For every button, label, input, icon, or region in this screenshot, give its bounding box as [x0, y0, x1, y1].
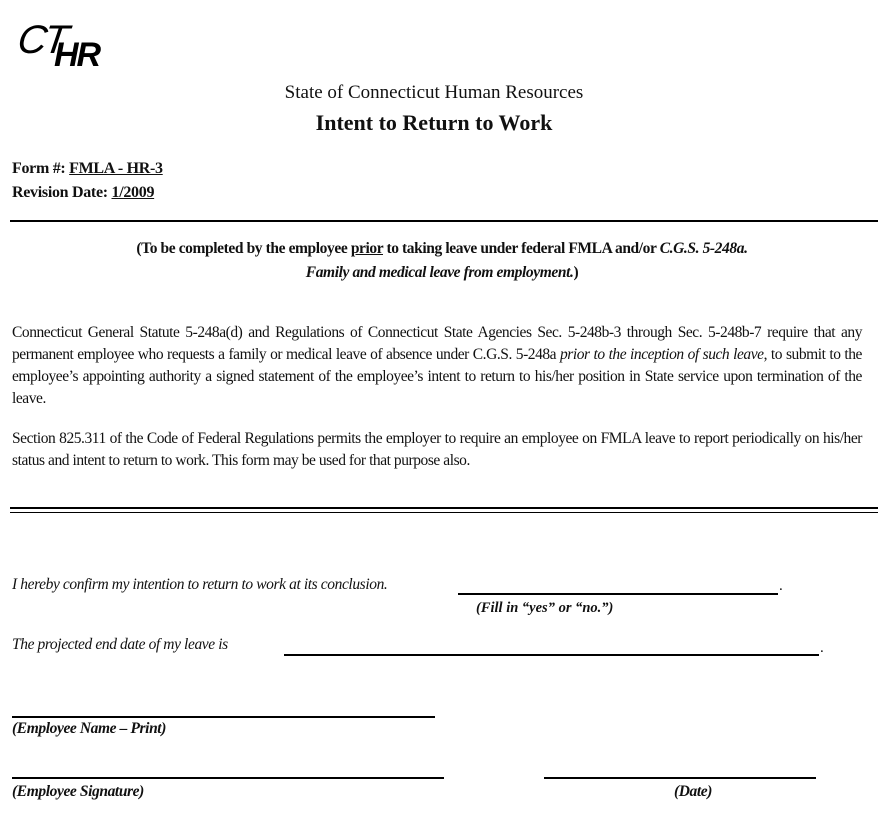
double-divider-bottom: [10, 512, 878, 513]
cfr-paragraph: Section 825.311 of the Code of Federal Regulations permits the employer to require an employee on FMLA leave to report periodically on his/her status and intent to return to work. This form may be used for that purpose also.: [12, 430, 862, 469]
employee-name-label: [12, 720, 166, 738]
employee-name-input-line[interactable]: [12, 716, 435, 718]
form-number: [12, 160, 163, 178]
employee-signature-input-line[interactable]: [12, 777, 444, 779]
revision-date-value: 1/2009: [111, 184, 155, 201]
intro-line-2-text: Family and medical leave from employment.: [305, 264, 574, 281]
intro-line-1: [0, 240, 884, 258]
employee-name-label-b: Print: [130, 720, 162, 737]
form-title: Intent to Return to Work: [315, 110, 553, 135]
intro-part-1: (To be completed by the employee: [136, 240, 351, 257]
statute-paragraph-a: Connecticut General Statute 5-248a(d) and Regulations of Connecticut State Agencies Sec. 5-248b-3 through Sec. 5-248b-7 require that any permanent employee who requests a family or medical leave of absence under C.G.S. 5-248a: [12, 324, 862, 363]
agency-name: State of Connecticut Human Resources: [284, 82, 584, 103]
statute-paragraph-b: prior to the inception of such leave: [560, 346, 764, 363]
employee-name-label-a: (Employee Name –: [12, 720, 131, 737]
date-label: (Date): [674, 783, 713, 800]
statute-paragraph: [12, 322, 862, 410]
confirm-period: .: [779, 578, 783, 594]
revision-date-label: Revision Date:: [12, 184, 112, 201]
intro-part-3: to taking leave under federal FMLA and/or: [382, 240, 660, 257]
double-divider-top: [10, 507, 878, 509]
logo-hr-text: HR: [54, 36, 100, 74]
employee-signature-label: (Employee Signature): [12, 783, 144, 800]
intro-line-2: [0, 264, 884, 282]
intro-statute: C.G.S. 5-248a.: [659, 240, 748, 257]
logo-ct-text: CT: [14, 18, 69, 62]
confirm-hint: (Fill in “yes” or “no.”): [476, 600, 614, 616]
date-input-line[interactable]: [544, 777, 816, 779]
employee-name-label-c: ): [161, 720, 166, 737]
statute-paragraph-c: , to submit to the employee’s appointing authority a signed statement of the employee’s intent to return to his/her position in State service upon termination of the leave.: [12, 346, 862, 407]
intro-line-2-end: ): [573, 264, 579, 281]
confirm-input-line[interactable]: [458, 593, 778, 595]
cthr-logo: [14, 18, 118, 82]
end-date-input-line[interactable]: [284, 654, 819, 656]
top-divider: [10, 220, 878, 222]
end-date-label: The projected end date of my leave is: [12, 636, 228, 653]
form-number-label: Form #:: [12, 160, 70, 177]
end-date-period: .: [820, 640, 824, 656]
confirm-label: I hereby confirm my intention to return to work at its conclusion.: [12, 576, 388, 593]
revision-date: [12, 184, 154, 202]
form-number-value: FMLA - HR-3: [69, 160, 163, 177]
intro-prior: prior: [350, 240, 383, 257]
